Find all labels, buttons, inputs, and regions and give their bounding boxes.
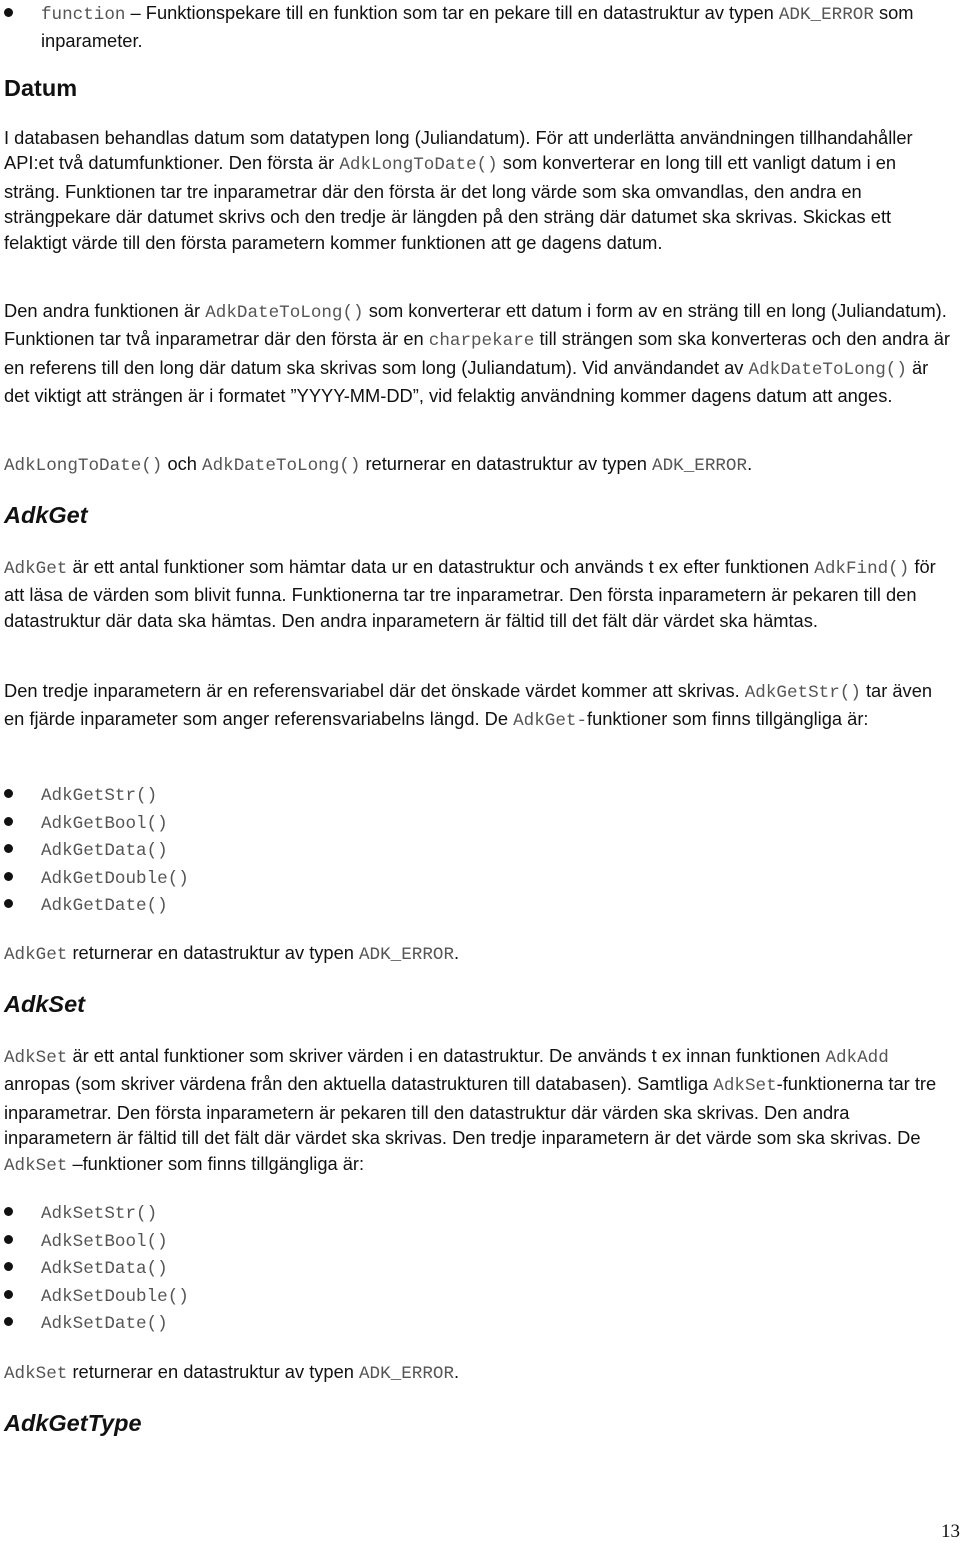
- code-adkdatetolong: AdkDateToLong(): [205, 303, 364, 323]
- code-adkfind: AdkFind(): [814, 559, 910, 579]
- code-adkset: AdkSet: [4, 1048, 68, 1068]
- adkset-function-list: [0, 1199, 940, 1337]
- list-item: AdkGetStr(): [0, 781, 940, 809]
- list-item: AdkSetStr(): [0, 1199, 940, 1227]
- code-adklongtodate: AdkLongToDate(): [339, 155, 498, 176]
- code-charpekare: charpekare: [428, 331, 535, 352]
- code-adk-error: ADK_ERROR: [359, 1364, 455, 1384]
- code-adkdatetolong: AdkDateToLong(): [748, 359, 907, 380]
- code-function: function: [41, 5, 126, 25]
- heading-adkset: AdkSet: [4, 991, 85, 1017]
- code-adkget: AdkGet: [4, 945, 68, 965]
- heading-datum: Datum: [4, 75, 78, 101]
- paragraph-datum-returns: AdkLongToDate() och AdkDateToLong() returnerar en datastruktur av typen ADK_ERROR.: [4, 453, 753, 476]
- list-item: AdkGetDouble(): [0, 864, 940, 892]
- list-item: AdkGetData(): [0, 836, 940, 864]
- code-adkget: AdkGet: [4, 559, 68, 579]
- list-item: AdkGetBool(): [0, 809, 940, 837]
- paragraph-adkget-params: Den tredje inparametern är en referensvariabel där det önskade värdet kommer att skrivas. AdkGetStr() tar även en fjärde inparameter som anger referensvariabelns längd. De AdkGet-funktioner som finns tillgängliga är:: [4, 680, 933, 732]
- function-pointer-bullet-list: [0, 0, 940, 51]
- paragraph-adkget-intro: AdkGet är ett antal funktioner som hämtar data ur en datastruktur och används t ex efter funktionen AdkFind() för att läsa de värden som blivit funna. Funktionerna tar tre inparametrar. Den första inparametern är pekaren till den datastruktur där data ska hämtas. Den andra inparametern är fältid till det fält där värdet ska hämtas.: [4, 556, 936, 631]
- adkget-function-list: [0, 781, 940, 919]
- list-item: AdkSetBool(): [0, 1227, 940, 1255]
- code-adkget: AdkGet-: [513, 711, 588, 732]
- paragraph-datum-intro: I databasen behandlas datum som datatypen long (Juliandatum). För att underlätta användningen tillhandahåller API:et två datumfunktioner. Den första är AdkLongToDate() som konverterar en long till ett vanligt datum i en sträng. Funktionen tar tre inparametrar där den första är det long värde som ska omvandlas, den andra en strängpekare där datumet skrivs och den tredje är längden på den sträng där datumet ska skrivas. Skickas ett felaktigt värde till den första parametern kommer funktionen att ge dagens datum.: [4, 127, 913, 253]
- list-item: AdkSetDate(): [0, 1309, 940, 1337]
- code-adk-error: ADK_ERROR: [778, 5, 874, 25]
- heading-adkget: AdkGet: [4, 502, 88, 528]
- paragraph-adkget-returns: AdkGet returnerar en datastruktur av typen ADK_ERROR.: [4, 942, 460, 965]
- heading-adkgettype: AdkGetType: [4, 1410, 142, 1436]
- code-adkadd: AdkAdd: [825, 1048, 889, 1068]
- list-item: AdkSetDouble(): [0, 1282, 940, 1310]
- paragraph-datum-second-function: Den andra funktionen är AdkDateToLong() som konverterar ett datum i form av en sträng till en long (Juliandatum). Funktionen tar två inparametrar där den första är en charpekare till strängen som ska konverteras och den andra är en referens till den long där datum ska skrivas som long (Juliandatum). Vid användandet av AdkDateToLong() är det viktigt att strängen är i formatet ”YYYY-MM-DD”, vid felaktig användning kommer dagens datum att anges.: [4, 300, 950, 407]
- code-adk-error: ADK_ERROR: [359, 945, 455, 965]
- list-item: AdkGetDate(): [0, 891, 940, 919]
- code-adkset: AdkSet: [4, 1364, 68, 1384]
- code-adkset: AdkSet: [4, 1155, 68, 1176]
- code-adklongtodate: AdkLongToDate(): [4, 456, 163, 476]
- code-adkdatetolong: AdkDateToLong(): [202, 456, 361, 476]
- code-adk-error: ADK_ERROR: [652, 456, 748, 476]
- list-item: function – Funktionspekare till en funktion som tar en pekare till en datastruktur av typen ADK_ERROR som inparameter.: [0, 0, 940, 28]
- paragraph-adkset-returns: AdkSet returnerar en datastruktur av typen ADK_ERROR.: [4, 1361, 460, 1384]
- page-number: 13: [941, 1521, 960, 1542]
- list-item: AdkSetData(): [0, 1254, 940, 1282]
- code-adkgetstr: AdkGetStr(): [744, 683, 861, 703]
- paragraph-adkset-intro: AdkSet är ett antal funktioner som skriver värden i en datastruktur. De används t ex innan funktionen AdkAdd anropas (som skriver värdena från den aktuella datastrukturen till databasen). Samtliga AdkSet-funktionerna tar tre inparametrar. Den första inparametern är pekaren till den datastruktur där värden ska skrivas. Den andra inparametern är fältid till det fält där värdet ska skrivas. Den tredje inparametern är det värde som ska skrivas. De AdkSet –funktioner som finns tillgängliga är:: [4, 1045, 937, 1176]
- code-adkset: AdkSet: [713, 1076, 777, 1097]
